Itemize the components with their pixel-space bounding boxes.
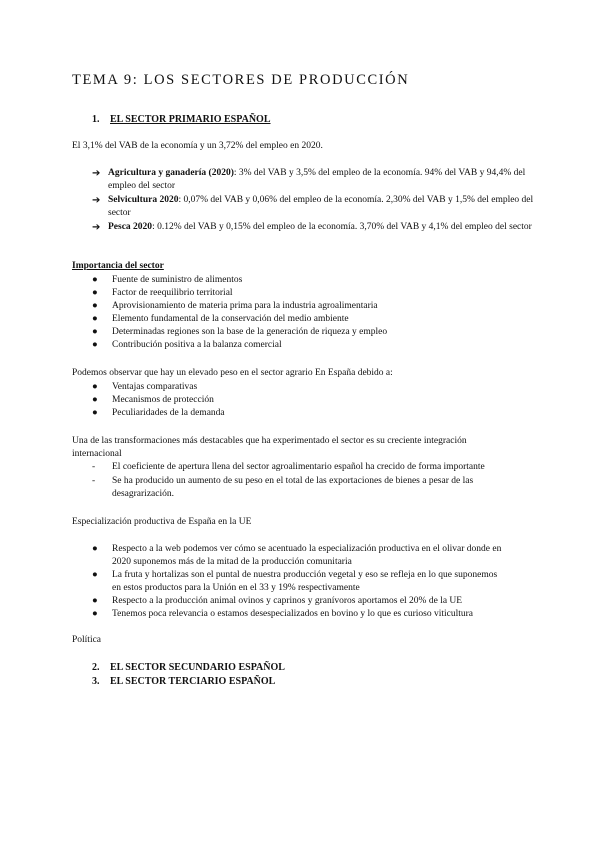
list-item: ● Contribución positiva a la balanza comercial (92, 340, 282, 350)
bullet-icon: ● (92, 395, 98, 405)
bullet-icon: ● (92, 301, 98, 311)
section-3-label: EL SECTOR TERCIARIO ESPAÑOL (110, 676, 276, 687)
bullet-icon: ● (92, 327, 98, 337)
list-item: ● La fruta y hortalizas son el puntal de nuestra producción vegetal y eso se refleja en lo que suponemos en estos productos para la Unión en el 33 y 19% respectivamente (92, 570, 498, 593)
dash-item: - El coeficiente de apertura llena del sector agroalimentario español ha crecido de forma importante (92, 462, 485, 472)
list-item: ● Respecto a la web podemos ver cómo se acentuado la especialización productiva en el olivar donde en 2020 suponemos más de la mitad de la producción comunitaria (92, 544, 502, 567)
section-1-number: 1. (92, 114, 100, 125)
list-item: ● Mecanismos de protección (92, 395, 214, 405)
arrow-item-text: : 3% del VAB y 3,5% del empleo de la economía. 94% del VAB y 94,4% del empleo del sector (108, 168, 526, 191)
arrow-item-selvicultura (92, 194, 548, 220)
arrow-item-pesca (92, 221, 548, 234)
list-item: ● Respecto a la producción animal ovinos y caprinos y granívoros aportamos el 20% de la UE (92, 596, 463, 606)
bullet-icon: ● (92, 340, 98, 350)
transform-line-2: internacional (72, 449, 122, 459)
document-title: TEMA 9: LOS SECTORES DE PRODUCCIÓN (72, 72, 410, 88)
bullet-icon: ● (92, 596, 98, 606)
politica-label: Política (72, 635, 102, 645)
section-1-heading (92, 114, 271, 125)
arrow-icon: ➔ (92, 168, 101, 179)
arrow-item-agricultura (92, 167, 548, 193)
section-2-number: 2. (92, 662, 100, 673)
section-1-label: EL SECTOR PRIMARIO ESPAÑOL (110, 114, 271, 125)
arrow-icon: ➔ (92, 195, 101, 206)
bullet-icon: ● (92, 408, 98, 418)
arrow-item-bold: Agricultura y ganadería (2020) (108, 168, 234, 178)
section-2-label: EL SECTOR SECUNDARIO ESPAÑOL (110, 662, 285, 673)
arrow-icon: ➔ (92, 222, 101, 233)
arrow-item-bold: Pesca 2020 (108, 222, 153, 232)
dash-icon: - (92, 462, 96, 472)
weight-intro: Podemos observar que hay un elevado peso en el sector agrario En España debido a: (72, 368, 393, 378)
arrow-item-text: : 0,07% del VAB y 0,06% del empleo de la economía. 2,30% del VAB y 1,5% del empleo del sector (108, 195, 534, 218)
list-item: ● Factor de reequilibrio territorial (92, 288, 233, 298)
section-3-heading (92, 676, 275, 687)
intro-paragraph: El 3,1% del VAB de la economía y un 3,72% del empleo en 2020. (72, 141, 323, 151)
arrow-item-text: : 0.12% del VAB y 0,15% del empleo de la economía. 3,70% del VAB y 4,1% del empleo del sector (152, 222, 532, 232)
list-item: ● Ventajas comparativas (92, 382, 198, 392)
list-item: ● Tenemos poca relevancia o estamos desespecializados en bovino y lo que es curioso viticultura (92, 609, 474, 619)
bullet-icon: ● (92, 288, 98, 298)
list-item: ● Aprovisionamiento de materia prima para la industria agroalimentaria (92, 301, 378, 311)
spec-heading: Especialización productiva de España en la UE (72, 517, 252, 527)
list-item: ● Elemento fundamental de la conservación del medio ambiente (92, 314, 349, 324)
bullet-icon: ● (92, 275, 98, 285)
bullet-icon: ● (92, 382, 98, 392)
transform-line-1: Una de las transformaciones más destacables que ha experimentado el sector es su creciente integración (72, 436, 467, 446)
section-3-number: 3. (92, 676, 100, 687)
bullet-icon: ● (92, 544, 98, 554)
importance-heading: Importancia del sector (72, 261, 164, 271)
bullet-icon: ● (92, 314, 98, 324)
dash-icon: - (92, 476, 96, 486)
list-item: ● Fuente de suministro de alimentos (92, 275, 243, 285)
section-2-heading (92, 662, 285, 673)
bullet-icon: ● (92, 570, 98, 580)
bullet-icon: ● (92, 609, 98, 619)
dash-item: - Se ha producido un aumento de su peso en el total de las exportaciones de bienes a pesar de las desagrarización. (92, 476, 474, 499)
list-item: ● Peculiaridades de la demanda (92, 408, 225, 418)
list-item: ● Determinadas regiones son la base de la generación de riqueza y empleo (92, 327, 388, 337)
arrow-item-bold: Selvicultura 2020 (108, 195, 179, 205)
